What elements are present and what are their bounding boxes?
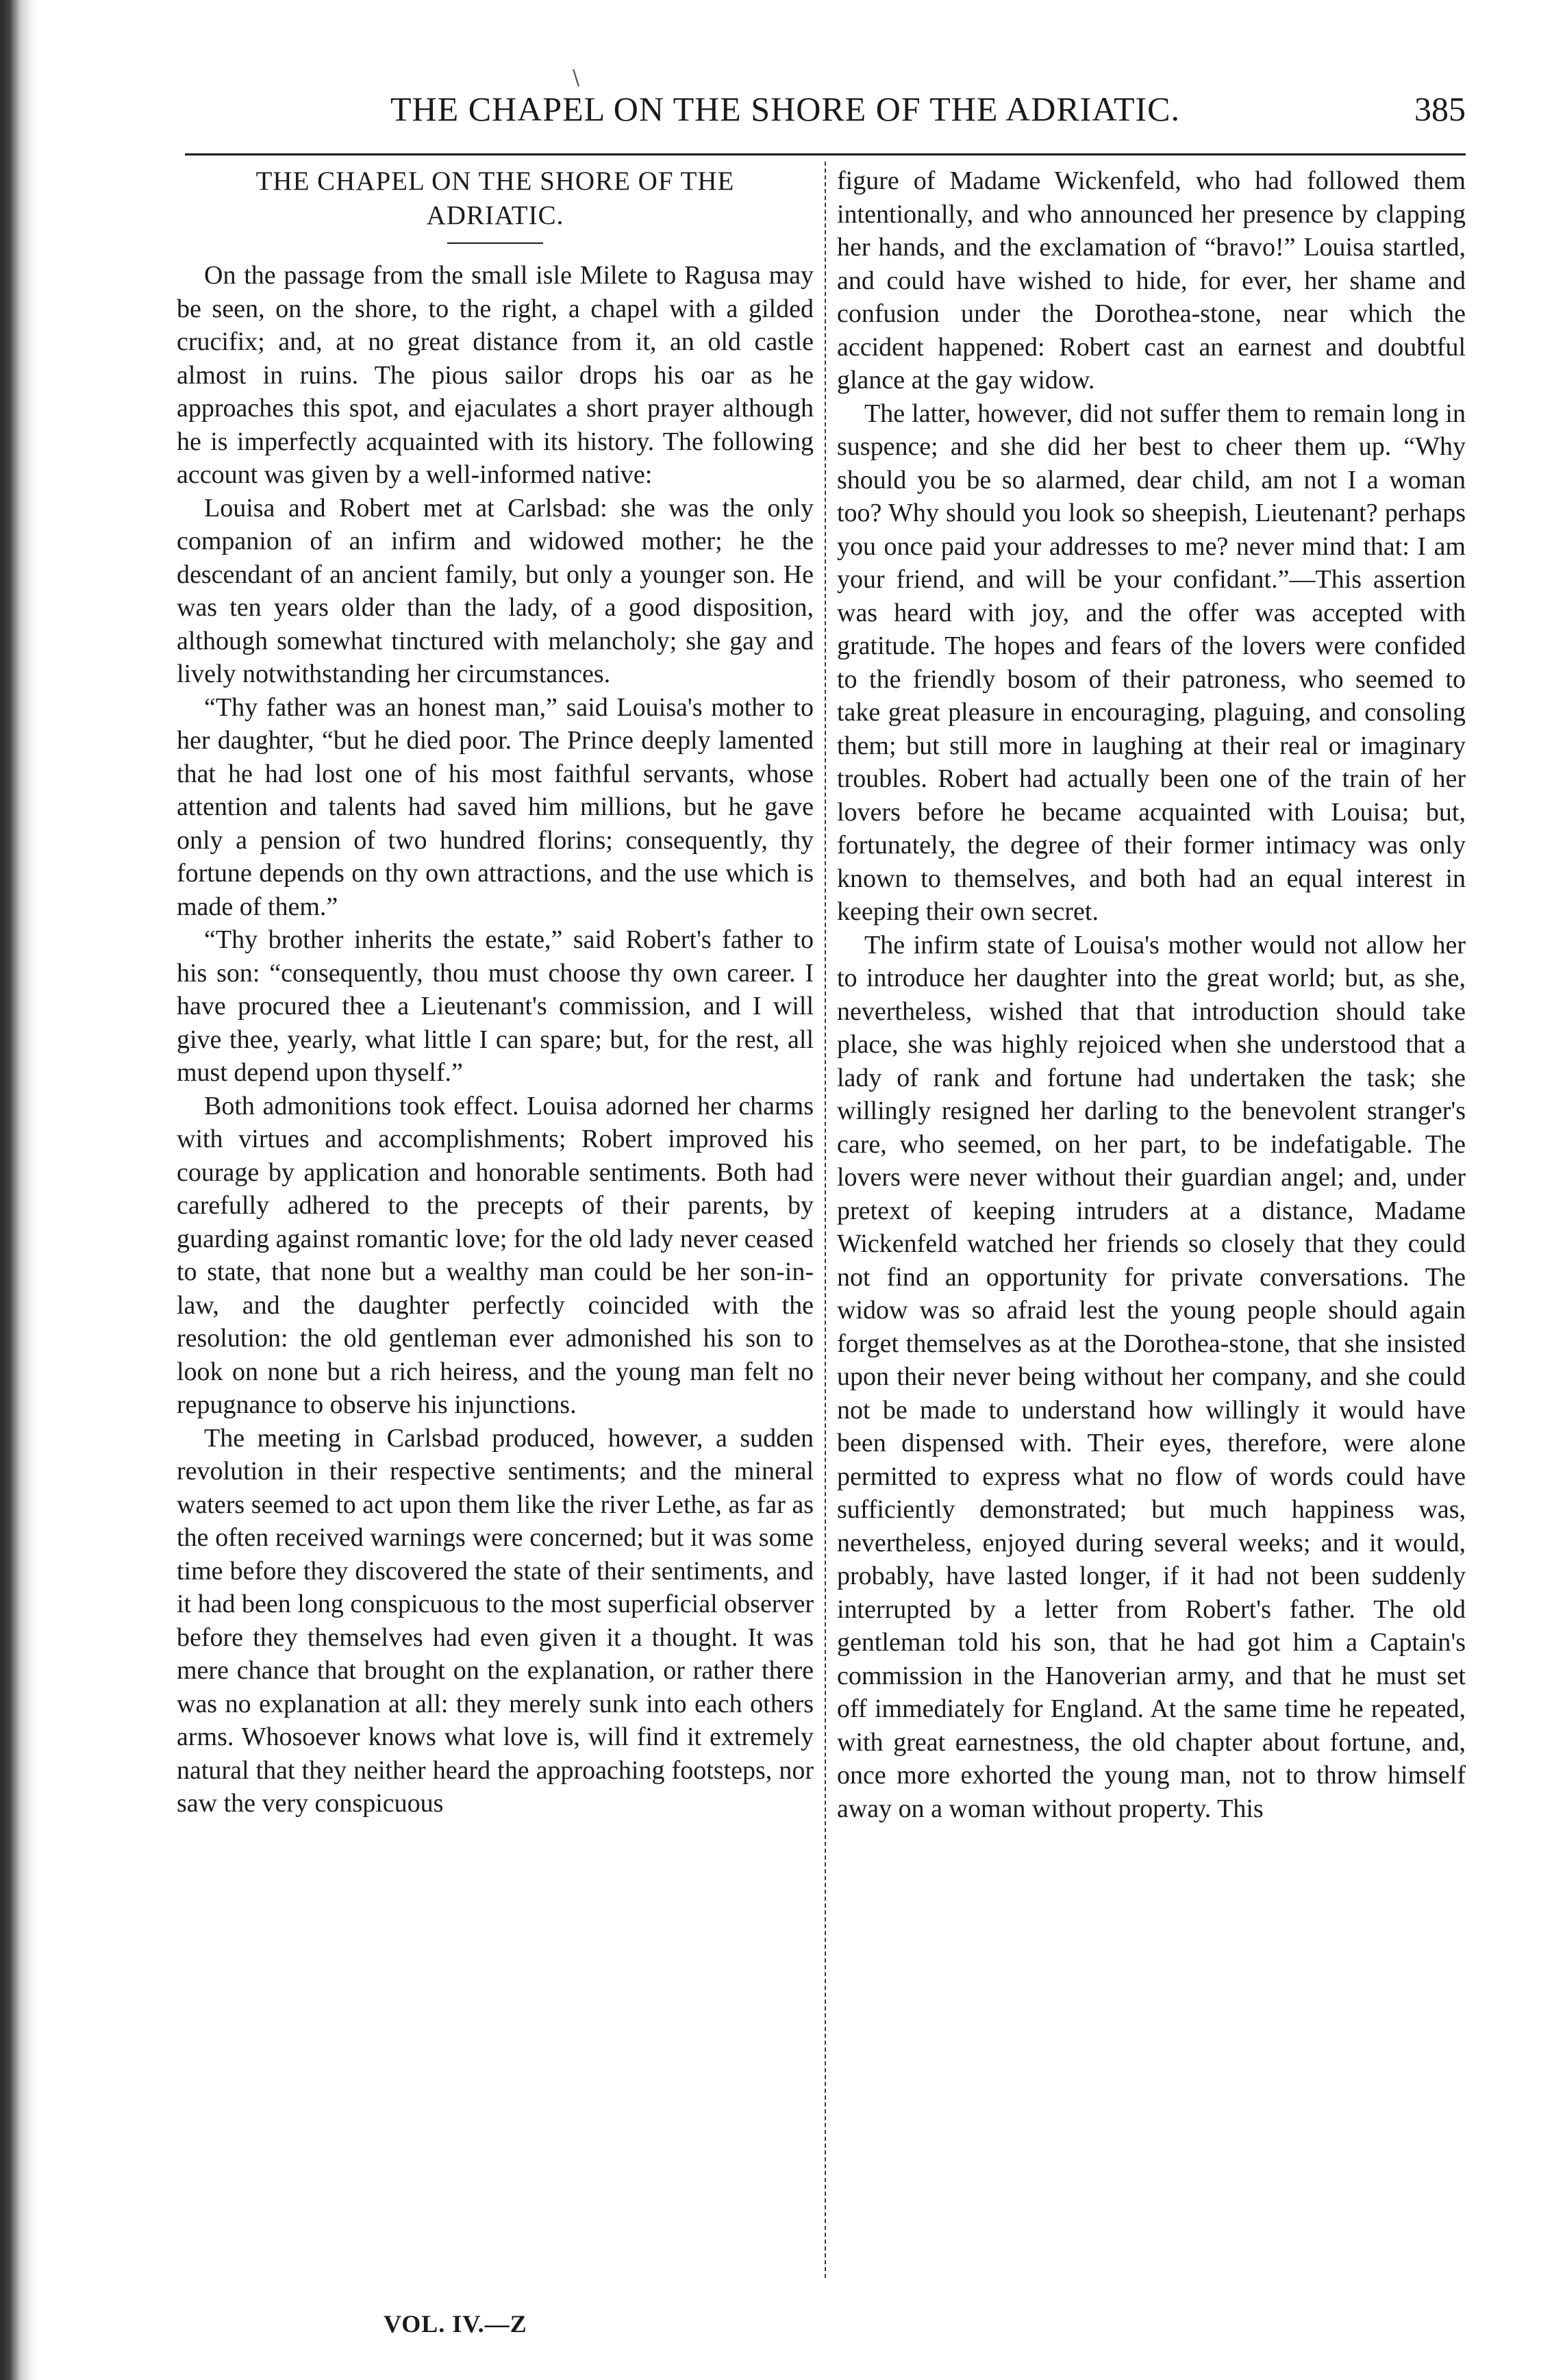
paragraph: The meeting in Carlsbad produced, however, a sudden revolution in their respective sentiments; and the mineral waters seemed to act upon them like the river Lethe, as far as the often received warnings were concerned; but it was some time before they discovered the state of their sentiments, and it had been long conspicuous to the most superficial observer before they themselves had even given it a thought. It was mere chance that brought on the explanation, or rather there was no explanation at all: they merely sunk into each others arms. Whosoever knows what love is, will find it extremely natural that they neither heard the approaching footsteps, nor saw the very conspicuous: [177, 1423, 814, 1818]
article-title-line-1: THE CHAPEL ON THE SHORE OF THE: [255, 166, 735, 196]
printer-mark: \: [573, 66, 580, 90]
running-head: [185, 89, 1466, 137]
paragraph: Both admonitions took effect. Louisa adorned her charms with virtues and accomplishments; Robert improved his courage by application and honorable sentiments. Both had carefully adhered to the precepts of their parents, by guarding against romantic love; for the old lady never ceased to state, that none but a wealthy man could be her son-in-law, and the daughter perfectly coincided with the resolution: the old gentleman ever admonished his son to look on none but a rich heiress, and the young man felt no repugnance to observe his injunctions.: [177, 1091, 814, 1419]
paragraph: “Thy father was an honest man,” said Louisa's mother to her daughter, “but he died poor. The Prince deeply lamented that he had lost one of his most faithful servants, whose attention and talents had saved him millions, but he gave only a pension of two hundred florins; consequently, thy fortune depends on thy own attractions, and the use which is made of them.”: [177, 692, 814, 921]
paragraph: The infirm state of Louisa's mother would not allow her to introduce her daughter into the great world; but, as she, nevertheless, wished that that introduction should take place, she was highly rejoiced when she understood that a lady of rank and fortune had undertaken the task; she willingly resigned her darling to the benevolent stranger's care, who seemed, on her part, to be indefatigable. The lovers were never without their guardian angel; and, under pretext of keeping intruders at a distance, Madame Wickenfeld watched her friends so closely that they could not find an opportunity for private conversations. The widow was so afraid lest the young people should again forget themselves as at the Dorothea-stone, that she insisted upon their never being without her company, and she could not be made to understand how willingly it would have been dispensed with. Their eyes, therefore, were alone permitted to express what no flow of words could have sufficiently demonstrated; but much happiness was, nevertheless, enjoyed during several weeks; and it would, probably, have lasted longer, if it had not been suddenly interrupted by a letter from Robert's father. The old gentleman told his son, that he had got him a Captain's commission in the Hanoverian army, and that he must set off immediately for England. At the same time he repeated, with great earnestness, the old chapter about fortune, and, once more exhorted the young man, not to throw himself away on a woman without property. This: [837, 930, 1466, 1823]
title-rule: [447, 242, 543, 244]
paragraph: On the passage from the small isle Milete to Ragusa may be seen, on the shore, to the right, a chapel with a gilded crucifix; and, at no great distance from it, an old castle almost in ruins. The pious sailor drops his oar as he approaches this spot, and ejaculates a short prayer although he is imperfectly acquainted with its history. The following account was given by a well-informed native:: [177, 261, 814, 489]
running-head-title: THE CHAPEL ON THE SHORE OF THE ADRIATIC.: [390, 90, 1180, 128]
right-column: [837, 164, 1466, 2274]
article-title-line-2: ADRIATIC.: [426, 201, 564, 230]
page-binding-edge: [0, 0, 40, 2380]
signature-mark: VOL. IV.—Z: [384, 2310, 527, 2338]
paragraph: “Thy brother inherits the estate,” said Robert's father to his son: “consequently, thou must choose thy own career. I have procured thee a Lieutenant's commission, and I will give thee, yearly, what little I can spare; but, for the rest, all must depend upon thyself.”: [177, 925, 814, 1087]
column-divider: [825, 162, 826, 2278]
paragraph: figure of Madame Wickenfeld, who had followed them intentionally, and who announced her presence by clapping her hands, and the exclamation of “bravo!” Louisa startled, and could have wished to hide, for ever, her shame and confusion under the Dorothea-stone, near which the accident happened: Robert cast an earnest and doubtful glance at the gay widow.: [837, 166, 1466, 394]
header-rule: [185, 153, 1466, 155]
paragraph: Louisa and Robert met at Carlsbad: she was the only companion of an infirm and widowed mother; he the descendant of an ancient family, but only a younger son. He was ten years older than the lady, of a good disposition, although somewhat tinctured with melancholy; she gay and lively notwithstanding her circumstances.: [177, 493, 814, 688]
left-column: [177, 164, 814, 2274]
page-number: 385: [1414, 90, 1466, 128]
article-title: [177, 164, 814, 233]
paragraph: The latter, however, did not suffer them to remain long in suspence; and she did her best to cheer them up. “Why should you be so alarmed, dear child, am not I a woman too? Why should you look so sheepish, Lieutenant? perhaps you once paid your addresses to me? never mind that: I am your friend, and will be your confidant.”—This assertion was heard with joy, and the offer was accepted with gratitude. The hopes and fears of the lovers were confided to the friendly bosom of their patroness, who seemed to take great pleasure in encouraging, plaguing, and consoling them; but still more in laughing at their real or imaginary troubles. Robert had actually been one of the train of her lovers before he became acquainted with Louisa; but, fortunately, the degree of their former intimacy was only known to themselves, and both had an equal interest in keeping their own secret.: [837, 399, 1466, 926]
